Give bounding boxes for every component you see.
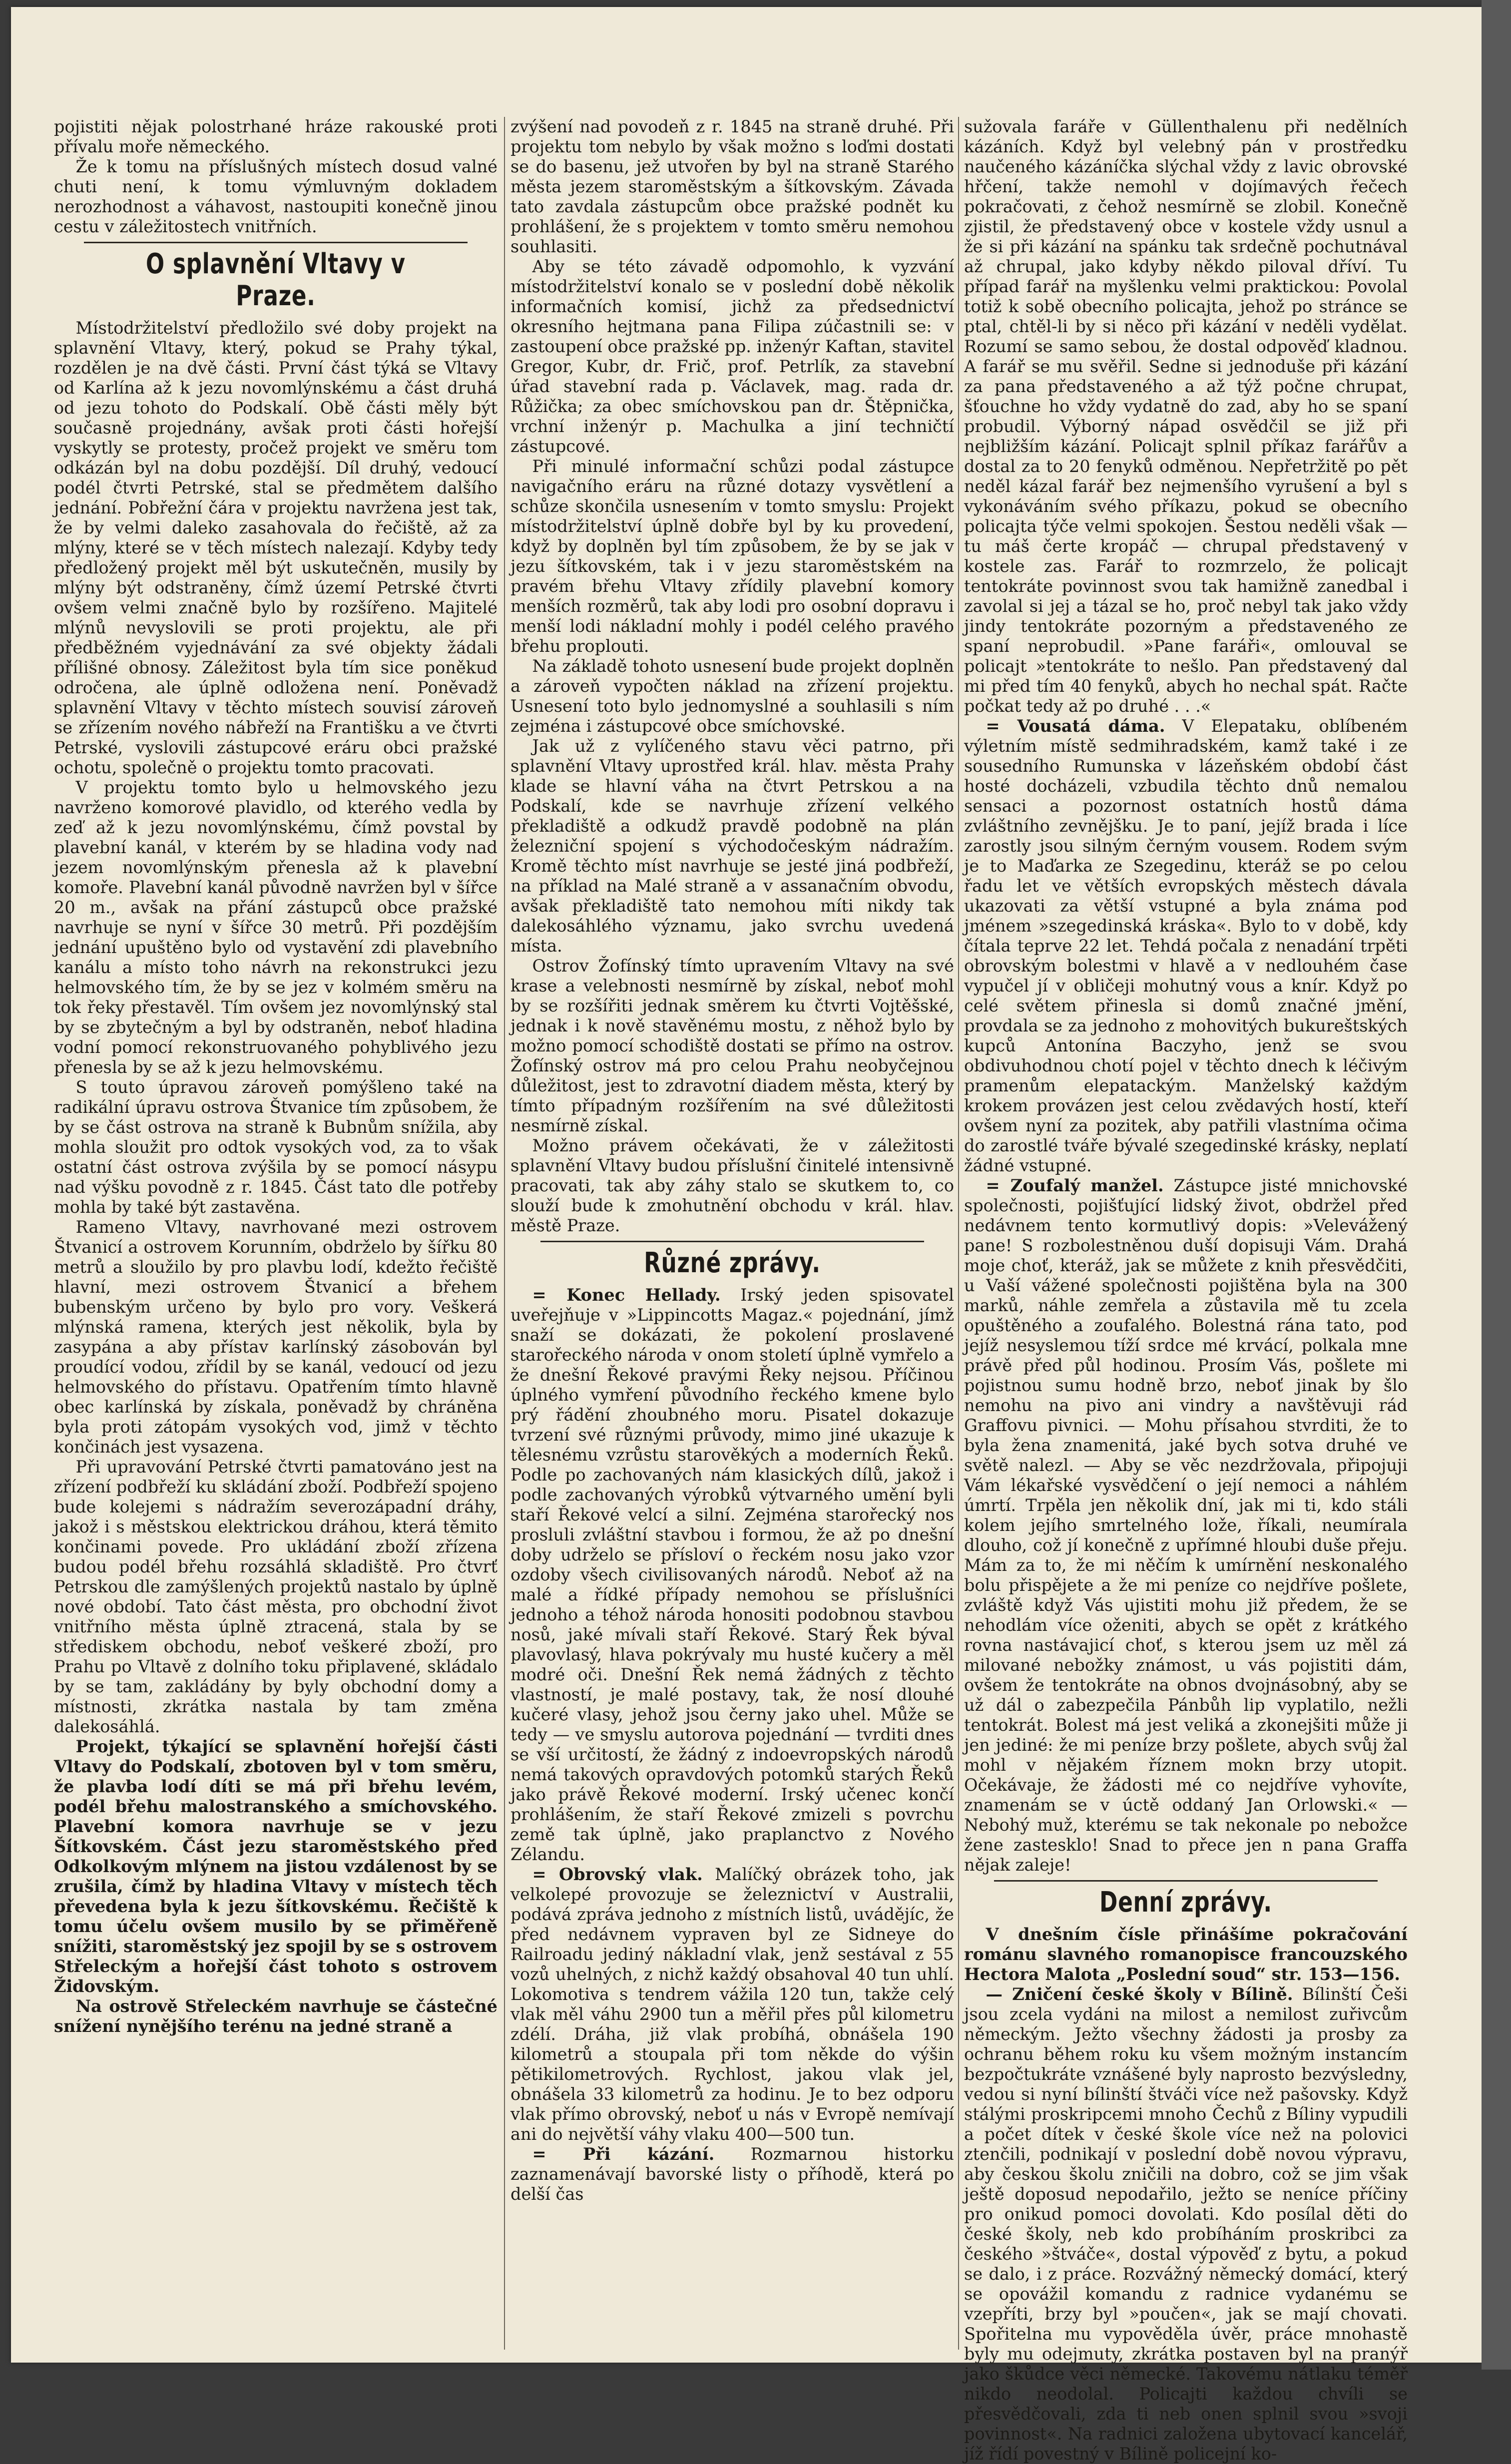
news-lead: — Zničení české školy v Bílině. <box>986 1984 1293 2004</box>
article-paragraph: S touto úpravou zároveň pomýšleno také na radikální úpravu ostrova Štvanice tím způsobem, že by se část ostrova na straně k Bubnům snížila, aby mohla sloužit pro odtok vysokých vod, za to však ostatní část ostrova zvýšila by se pomocí násypu nad výšku povodně z r. 1845. Část tato dle potřeby mohla by také být zastavěna. <box>54 1077 498 1217</box>
news-item <box>510 1285 954 1865</box>
article-paragraph-bold: Projekt, týkající se splavnění hořejší části Vltavy do Podskalí, zbotoven byl v tom směru, že plavba lodí díti se má při břehu levém, podél břehu malostranského a smíchovského. Plavební komora navrhuje se v jezu Šítkovském. Část jezu staroměstského před Odkolkovým mlýnem na jistou vzdálenost by se zrušila, čímž by hladina Vltavy v místech těch převedena byla k jezu šítkovskému. Řečiště k tomu účelu ovšem musilo by se přiměřeně snížiti, staroměstský jez spojil by se s ostrovem Střeleckým a hořejší část tohoto s ostrovem Židovským. <box>54 1737 498 1996</box>
news-text: Bílinští Češi jsou zcela vydáni na milost a nemilost zuřivcům německým. Ježto všechny žádosti ja prosby za ochranu během roku ku všem možným instancím bezpočtukráte vznášené byly naprosto bezvýsledny, vedou si nyní bílinští štváči více než pašovsky. Když stálými proskripcemi mnoho Čechů z Bíliny vypudili a počet dítek v české škole více než na polovici ztenčili, podnikají v poslední době novou výpravu, aby českou školu zničili na dobro, což se jim však ještě doposud nepodařilo, ježto se neníce příčiny pro onikud pomoci dovolati. Kdo posílal děti do české školy, neb kdo probíháním proskribci za českého »štváče«, dostal výpověď z bytu, a pokud se dalo, i z práce. Rozvážný německý domácí, který se opovážil komandu z radnice vydanému se vzepříti, brzy byl »poučen«, jak se mají chovati. Spořitelna mu vypověděla úvěr, práce mnohastě byly mu odejmuty, zkrátka postaven byl na pranýř jako škůdce věci německé. Takovému nátlaku téměř nikdo neodolal. Policajti každou chvíli se přesvědčovali, zda ti neb onen splnil svou »svoji povinnost«. Na radnici založena ubytovací kancelář, jíž řídí povestný v Bílině policejní ko- <box>964 1984 1408 2464</box>
article-paragraph: Aby se této závadě odpomohlo, k vyzvání místodržitelství konalo se v poslední době několik informačních komisí, jichž za předsednictví okresního hejtmana pana Filipa zúčastnili se: v zastoupení obce pražské pp. inženýr Kaftan, stavitel Gregor, Kubr, dr. Frič, prof. Petrlík, za stavební úřad stavební rada p. Václavek, mag. rada dr. Růžička; za obec smíchovskou pan dr. Štěpnička, vrchní inženýr p. Machulka a jiní techničtí zástupcové. <box>510 257 954 456</box>
divider <box>994 1880 1378 1882</box>
article-paragraph: Při minulé informační schůzi podal zástupce navigačního eráru na různé dotazy vysvětlení a schůze skončila usnesením v tomto smyslu: Projekt místodržitelství úplně dobře byl by ku provedení, když by doplněn byl tím způsobem, že by se jak v jezu šítkovském, tak i v jezu staroměstském na pravém břehu Vltavy zřídily plavební komory menších rozměrů, tak aby lodi pro osobní dopravu i menší lodi nákladní mohly i podél celého pravého břehu proplouti. <box>510 457 954 656</box>
column-2 <box>510 117 954 2350</box>
news-text: Irský jeden spisovatel uveřejňuje v »Lippincotts Magaz.« pojednání, jímž snaží se dokázati, že pokolení proslavené starořeckého národa v onom století úplně vymřelo a že dnešní Řekové pravými Řeky nejsou. Příčinou úplného vymření původního řeckého kmene bylo prý řádění zhoubného moru. Pisatel dokazuje tvrzení své různými průvody, mimo jiné ukazuje k tělesnému vzrůstu starověkých a moderních Řeků. Podle po zachovaných nám klasických dílů, jakož i podle zachovaných výrobků výtvarného umění byli staří Řekové velcí a silní. Zejména starořecký nos prosluli zvláštní stavbou i formou, že až po dnešní doby udrželo se přísloví o řeckém nosu jako vzor ozdoby všech civilisovaných národů. Neboť až na malé a řídké případy nemohou se příslušníci jednoho a téhož národa honositi podobnou stavbou nosů, jaké mívali staří Řekové. Starý Řek býval plavovlasý, hlava pokrývaly mu husté kučery a měl modré oči. Dnešní Řek nemá žádných z těchto vlastností, je malé postavy, tak, že nosí dlouhé kučeré vlasy, jehož jsou černy jako uhel. Může se tedy — ve smyslu autorova pojednání — tvrditi dnes se vší určitostí, že žádný z indoevropských národů nemá takových opravdových potomků starých Řeků jako právě Řekové moderní. Irský učenec končí prohlášením, že staří Řekové zmizeli s povrchu země tak úplně, jako praplanctvo z Nového Zélandu. <box>510 1285 954 1864</box>
divider <box>540 1241 924 1242</box>
news-item <box>964 1176 1408 1875</box>
column-rule-1 <box>504 117 505 2350</box>
column-rule-2 <box>958 117 959 2350</box>
news-text: V Elepataku, oblíbeném výletním místě sedmihradském, kamž také i ze sousedního Rumunska v lázeňském období část hosté docházeli, vzbudila těchto dnů nemalou sensaci a pozornost ostatních hostů dáma zvláštního zevnějšku. Je to paní, jejíž brada i líce zarostly jsou silným černým vousem. Rodem svým je to Maďarka ze Szegedinu, kteráž se po celou řadu let ve větších evropských městech dávala ukazovati za větší vstupné a byla známa pod jménem »szegedinská kráska«. Bylo to v době, kdy čítala teprve 22 let. Tehdá počala z nenadání trpěti obrovským bolestmi v hlavě a v nedlouhém čase vypučel jí v obličeji mohutný vous a knír. Když po celé světem přinesla si domů značné jmění, provdala se za jednoho z mohovitých bukureštských kupců Antonína Baczyho, jenž se svou obdivuhodnou chotí pojel v těchto dnech k léčivým pramenům elepatackým. Manželský každým krokem provázen jest celou zvědavých hostí, kteří ovšem nyní za pozitek, aby patřili vlastníma očima do zarostlé tváře bývalé szegedinské krásky, neplatí žádné vstupné. <box>964 716 1408 1175</box>
article-paragraph: Jak už z vylíčeného stavu věci patrno, při splavnění Vltavy uprostřed král. hlav. města Prahy klade se hlavní váha na čtvrt Petrskou a na Podskalí, kde se navrhuje zřízení velkého překladiště a odkudž pravdě podobně na plán železniční spojení s východočeským nádražím. Kromě těchto míst navrhuje se jesté jiná podbřeží, na příklad na Malé straně a v assanačním obvodu, avšak překladiště tato nemohou míti nikdy tak dalekosáhlého významu, jako svrchu uvedená místa. <box>510 736 954 956</box>
article-paragraph: V projektu tomto bylo u helmovského jezu navrženo komorové plavidlo, od kterého vedla by zeď až k jezu novomlýnskému, čímž povstal by plavební kanál, v kterém by se hladina vody nad jezem novomlýnským přenesla až k plavební komoře. Plavební kanál původně navržen byl v šířce 20 m., avšak na přání zástupců obce pražské navrhuje se nyní v šířce 30 metrů. Při pozdějším jednání upuštěno bylo od vystavění zdi plavebního kanálu a místo toho návrh na rekonstrukci jezu helmovského tím, že by se jez v kolmém směru na tok řeky přestavěl. Tím ovšem jez novomlýnský stal by se zbytečným a byl by odstraněn, neboť hladina vodní pomocí rekonstruovaného pohyblivého jezu přenesla by se až k jezu helmovskému. <box>54 778 498 1077</box>
intro-paragraph-1: pojistiti nějak polostrhané hráze rakouské proti přívalu moře německého. <box>54 117 498 156</box>
intro-paragraph-2: Že k tomu na příslušných místech dosud valné chuti není, k tomu výmluvným dokladem nerozhodnost a váhavost, nastoupiti konečně jinou cestu v záležitostech vnitřních. <box>54 157 498 236</box>
news-item <box>510 1865 954 2144</box>
article-paragraph: Místodržitelství předložilo své doby projekt na splavnění Vltavy, který, pokud se Prahy týkal, rozdělen je na dvě části. První část týká se Vltavy od Karlína až k jezu novomlýnskému a část druhá od jezu tohoto do Podskalí. Obě části měly být současně projednány, avšak proti části hořejší vyskytly se protesty, pročež projekt ve směru tom odkázán byl na dobu pozdější. Díl druhý, vedoucí podél čtvrti Petrské, stal se předmětem dalšího jednání. Pobřežní čára v projektu navržena jest tak, že by velmi daleko zasahovala do řečiště, až za mlýny, které se v těch místech nalezají. Kdyby tedy předložený projekt měl být uskutečněn, musily by mlýny být odstraněny, čímž území Petrské čtvrti ovšem velmi značně bylo by rozšířeno. Majitelé mlýnů nevyslovili se proti projektu, ale při předběžném vyjednávání za své objekty žádali přílišné obnosy. Záležitost byla tím sice poněkud odročena, ale úplně odložena není. Poněvadž splavnění Vltavy v těchto místech souvisí zároveň se zřízením nového nábřeží na Františku a ve čtvrti Petrské, vyslovili zástupcové eráru obci pražské ochotu, společně o projektu tomto pracovati. <box>54 318 498 777</box>
news-lead: = Vousatá dáma. <box>986 716 1165 736</box>
news-item <box>510 2144 954 2204</box>
section-heading-ruzne-zpravy: Různé zprávy. <box>644 1247 821 1279</box>
notice-paragraph: V dnešním čísle přinášíme pokračování románu slavného romanopisce francouzského Hectora Malota „Poslední soud“ str. 153—156. <box>964 1925 1408 1984</box>
news-lead: = Zoufalý manžel. <box>986 1176 1164 1195</box>
news-lead: = Při kázání. <box>532 2144 715 2164</box>
divider <box>84 242 468 243</box>
newspaper-page <box>11 7 1482 2464</box>
news-item <box>964 716 1408 1176</box>
article-paragraph-bold: Na ostrově Střeleckém navrhuje se částečné snížení nynějšího terénu na jedné straně a <box>54 1996 498 2036</box>
article-paragraph: Možno právem očekávati, že v záležitosti splavnění Vltavy budou příslušní činitelé intensivně pracovati, tak aby záhy stalo se skutkem to, co slouží bude k zmohutnění obchodu v král. hlav. městě Praze. <box>510 1136 954 1235</box>
news-text: Rozmarnou historku zaznamenávají bavorské listy o příhodě, která po delší čas <box>510 2144 954 2204</box>
news-text: Malíčký obrázek toho, jak velkolepé provozuje se železnictví v Australii, podává zpráva jednoho z místních listů, uvádějíc, že před nedávnem vypraven byl ze Sidneye do Railroadu jediný nákladní vlak, jenž sestával z 55 vozů uhelných, z nichž každý obsahoval 40 tun uhlí. Lokomotiva s tendrem vážila 120 tun, takže celý vlak měl váhu 2900 tun a měřil přes půl kilometru zdélí. Dráha, již vlak probíhá, obnášela 190 kilometrů a stoupala při tom někde do výšin pětikilometrových. Rychlost, jakou vlak jel, obnášela 33 kilometrů za hodinu. Je to bez odporu vlak přímo obrovský, neboť u nás v Evropě nemívají ani do největší váhy vlaku 400—500 tun. <box>510 1865 954 2144</box>
article-paragraph: Při upravování Petrské čtvrti pamatováno jest na zřízení podbřeží ku skládání zboží. Podbřeží spojeno bude kolejemi s nádražím severozápadní dráhy, jakož i s městskou elektrickou dráhou, která těmito končinami povede. Pro ukládání zboží zřízena budou podél břehu rozsáhlá skladiště. Pro čtvrť Petrskou dle zamýšlených projektů nastalo by úplně nové období. Tato část města, pro obchodní život vnitřního města úplně ztracená, stala by se střediskem obchodu, neboť veškeré zboží, pro Prahu po Vltavě z dolního toku připlavené, skládalo by se tam, zakládány by byly obchodní domy a místnosti, zkrátka nastala by tam změna dalekosáhlá. <box>54 1457 498 1736</box>
article-paragraph: sužovala faráře v Güllenthalenu při nedělních kázáních. Když byl velebný pán v prostředku naučeného kázáníčka slýchal vždy z lavic obrovské hřčení, takže nemohl v dojímavých řečech pokračovati, z čehož nesmírně se zlobil. Konečně zjistil, že představený obce v kostele vždy usnul a že si při kázání na spánku tak srdečně pochutnával až chrupal, jako kdyby někdo piloval dříví. Tu případ farář na myšlenku velmi praktickou: Povolal totiž k sobě obecního policajta, jehož po stránce se ptal, chtěl-li by si něco při kázání v neděli vydělat. Rozumí se samo sebou, že dostal odpověď kladnou. A farář se mu svěřil. Sedne si jednoduše při kázání za pana představeného a až týž počne chrupat, šťouchne ho vždy vydatně do zad, aby ho se spaní probudil. Výborný nápad osvědčil se již při nejbližším kázání. Policajt splnil příkaz farářův a dostal za to 20 fenyků odměnou. Nepřetržitě po pět neděl kázal farář bez nejmenšího vyrušení a byl s vykonáváním svého příkazu, pokud se obecního policajta týče velmi spokojen. Šestou neděli však — tu máš čerte kropáč — chrupal představený v kostele zas. Farář to rozmrzelo, že policajt tentokráte povinnost svou tak hamižně zanedbal i zavolal si jej a tázal se ho, proč nebyl tak jako vždy jindy tentokráte pozorným a představeného ze spaní neprobudil. »Pane faráři«, omlouval se policajt »tentokráte to nešlo. Pan představený dal mi před tím 40 fenyků, abych ho nechal spát. Račte počkat tedy až po druhé . . .« <box>964 117 1408 716</box>
article-paragraph: Rameno Vltavy, navrhované mezi ostrovem Štvanicí a ostrovem Korunním, obdrželo by šířku 80 metrů a sloužilo by pro plavbu lodí, kdežto řečiště hlavní, mezi ostrovem Štvanicí a břehem bubenským určeno by bylo pro vory. Veškerá mlýnská ramena, kterých jest několik, byla by zasypána a aby přístav karlínský zásobován byl proudící vodou, zřídil by se kanál, vedoucí od jezu helmovského do přístavu. Opatřením tímto hlavně obec karlínská by získala, poněvadž by chráněna byla proti zátopám vysokých vod, jimž v těchto končinách jest vysazena. <box>54 1217 498 1457</box>
article-paragraph: Na základě tohoto usnesení bude projekt doplněn a zároveň vypočten náklad na zřízení projektu. Usnesení toto bylo jednomyslné a souhlasili s ním zejména i zástupcové obce smíchovské. <box>510 656 954 736</box>
article-title: O splavnění Vltavy v Praze. <box>146 248 406 312</box>
news-text: Zástupce jisté mnichovské společnosti, pojišťující lidský život, obdržel před nedávnem tento kormutlivý dopis: »Velevážený pane! S rozbolestněnou duší dopisuji Vám. Drahá moje choť, kteráž, jak se můžete z knih přesvědčiti, u Vaší vážené společnosti pojištěna byla na 300 marků, náhle zemřela a zůstavila mě tu zcela opuštěného a zoufalého. Bolestná rána tato, pod jejíž nesyslemou tíží srdce mé krvácí, polkala mne právě před půl hodinou. Prosím Vás, pošlete mi pojistnou sumu hodně brzo, neboť jinak by šlo nemohu na pivo ani vindry a navštěvuji rád Graffovu pivnici. — Mohu přísahou stvrditi, že to byla žena znamenitá, jaké bych sotva druhé ve světě nalezl. — Aby se věc nezdržovala, připojuji Vám lékařské vysvědčení o její nemoci a náhlém úmrtí. Trpěla jen několik dní, jak mi ti, kdo stáli kolem jejího smrtelného lože, říkali, neumírala dlouho, což jí konečně z upřímné hloubi duše přeju. Mám za to, že mi něčím k umírnění neskonalého bolu přispějete a že mi peníze co nejdříve pošlete, zvláště když Vás ujistiti mohu již předem, že se nehodlám více oženiti, abych se opět z krátkého rovna nastávajicí choť, s kterou jsem uz měl zá milované nebožky známost, u vás pojistiti dám, ovšem že tentokráte na obnos dvojnásobný, aby se už dál o zabezpečila Pánbůh lip vyplatilo, nežli tentokrát. Bolest má jest veliká a zkonejšiti může ji jen jediné: že mi peníze brzy pošlete, abych svůj žal mohl v nějakém říznem mokn brzy utopit. Očekávaje, že žádosti mé co nejdříve vyhovíte, znamenám se v úctě oddaný Jan Orlowski.« — Nebohý muž, kterému se tak nekonale po nebožce žene zastesklo! Snad to přece jen n pana Graffa nějak zaleje! <box>964 1176 1408 1875</box>
column-1 <box>54 117 498 2350</box>
news-lead: = Konec Hellady. <box>532 1285 721 1305</box>
article-paragraph: Ostrov Žofínský tímto upravením Vltavy na své krase a velebnosti nesmírně by získal, neboť mohl by se rozšířiti jednak směrem ku čtvrti Vojtěšské, jednak i k nově stavěnému mostu, z něhož bylo by možno pomocí schodiště dostati se přímo na ostrov. Žofínský ostrov má pro celou Prahu neobyčejnou důležitost, jest to zdravotní diadem města, který by tímto případným rozšířením na své důležitosti nesmírně získal. <box>510 956 954 1135</box>
section-heading-denni-zpravy: Denní zprávy. <box>1099 1886 1272 1919</box>
scan-edge <box>1482 0 1511 2370</box>
column-3 <box>964 117 1408 2464</box>
news-lead: = Obrovský vlak. <box>532 1865 703 1884</box>
article-paragraph: zvýšení nad povodeň z r. 1845 na straně druhé. Při projektu tom nebylo by však možno s loďmi dostati se do basenu, jež utvořen by byl na straně Starého města jezem staroměstským a šítkovským. Závada tato zavdala zástupcům obce pražské podnět ku prohlášení, že s projektem v tomto směru nemohou souhlasiti. <box>510 117 954 256</box>
news-item <box>964 1984 1408 2464</box>
